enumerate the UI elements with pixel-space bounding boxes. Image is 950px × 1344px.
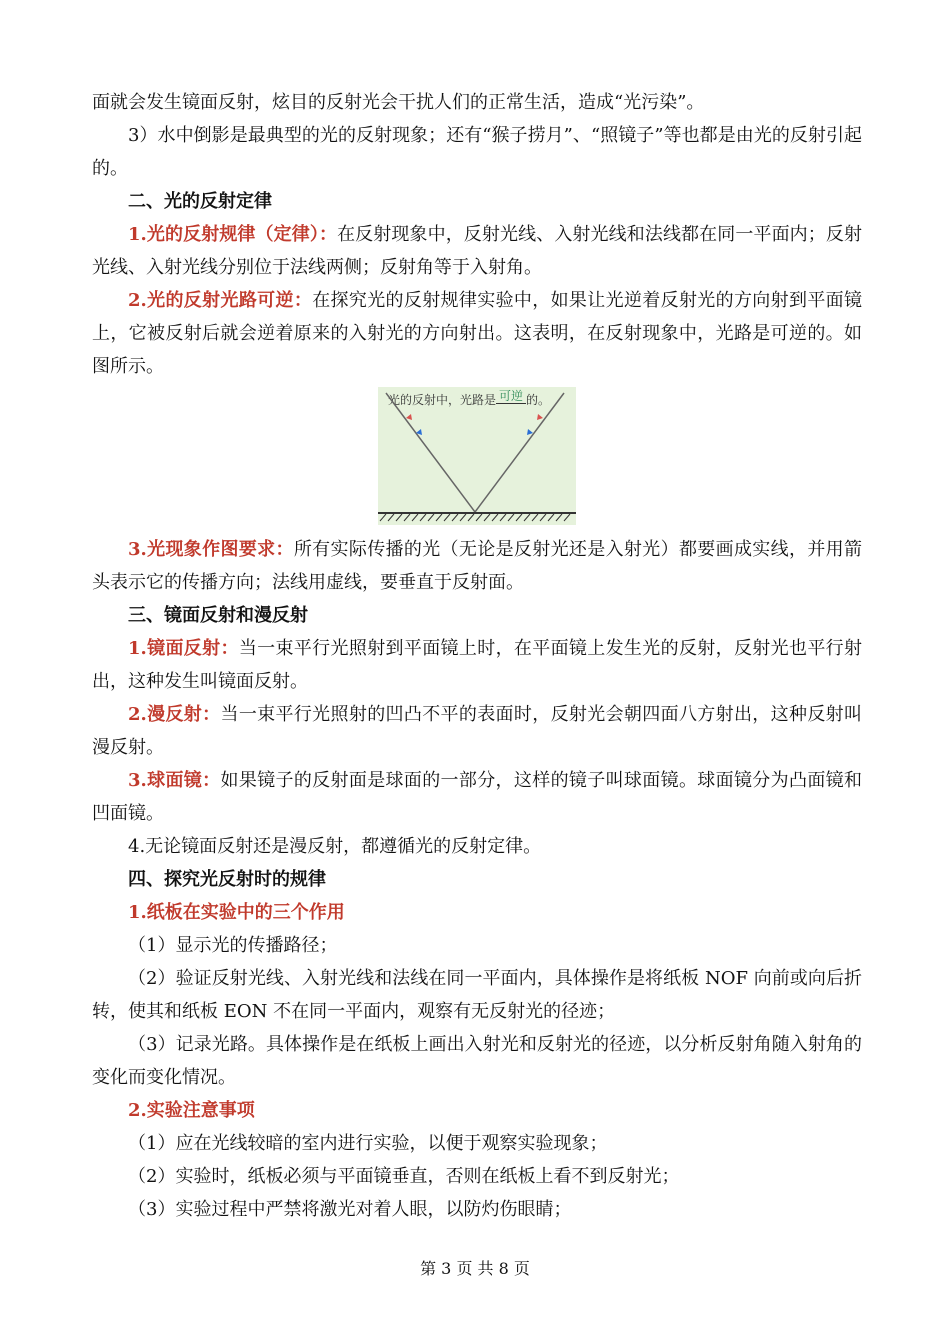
- figure-container: [92, 387, 862, 525]
- paragraph: [92, 698, 862, 764]
- paragraph: [92, 284, 862, 383]
- arrow-blue-right: [527, 429, 533, 435]
- incident-ray: [386, 393, 475, 512]
- paragraph: [92, 218, 862, 284]
- list-item: （3）记录光路。具体操作是在纸板上画出入射光和反射光的径迹，以分析反射角随入射角的变化而变化情况。: [92, 1034, 862, 1088]
- mirror-hatching: [380, 514, 570, 521]
- list-item: （2）实验时，纸板必须与平面镜垂直，否则在纸板上看不到反射光；: [128, 1166, 680, 1187]
- paragraph: [92, 533, 862, 599]
- paragraph: 面就会发生镜面反射，炫目的反射光会干扰人们的正常生活，造成“光污染”。: [92, 92, 705, 113]
- section-heading: 三、镜面反射和漫反射: [128, 605, 308, 626]
- term-text: 在探究光的反射规律实验中，如果让光逆着反射光的方向射到平面镜上，它被反射后就会逆着原来的入射光的方向射出。这表明，在反射现象中，光路是可逆的。如图所示。: [92, 290, 863, 377]
- reflection-figure: [378, 387, 576, 525]
- subsection-heading: 2.实验注意事项: [128, 1100, 255, 1121]
- paragraph: 3）水中倒影是最典型的光的反射现象；还有“猴子捞月”、“照镜子”等也都是由光的反射引起的。: [92, 125, 862, 179]
- term-text: 当一束平行光照射到平面镜上时，在平面镜上发生光的反射，反射光也平行射出，这种发生叫镜面反射。: [92, 638, 862, 692]
- subsection-heading: 1.纸板在实验中的三个作用: [128, 902, 345, 923]
- term-label: 2.漫反射：: [128, 704, 221, 725]
- paragraph: [92, 632, 862, 698]
- term-label: 1.光的反射规律（定律）：: [128, 224, 338, 245]
- paragraph: [92, 764, 862, 830]
- term-label: 2.光的反射光路可逆：: [128, 290, 313, 311]
- term-text: 如果镜子的反射面是球面的一部分，这样的镜子叫球面镜。球面镜分为凸面镜和凹面镜。: [92, 770, 862, 824]
- arrow-red-right: [537, 414, 543, 420]
- term-label: 1.镜面反射：: [128, 638, 239, 659]
- term-text: 在反射现象中，反射光线、入射光线和法线都在同一平面内；反射光线、入射光线分别位于法线两侧；反射角等于入射角。: [92, 224, 863, 278]
- list-item: （1）显示光的传播路径；: [128, 935, 338, 956]
- term-text: 当一束平行光照射的凹凸不平的表面时，反射光会朝四面八方射出，这种反射叫漫反射。: [92, 704, 862, 758]
- list-item: （2）验证反射光线、入射光线和法线在同一平面内，具体操作是将纸板 NOF 向前或向后折转，使其和纸板 EON 不在同一平面内，观察有无反射光的径迹；: [92, 968, 862, 1022]
- paragraph: 4.无论镜面反射还是漫反射，都遵循光的反射定律。: [128, 836, 542, 857]
- term-label: 3.光现象作图要求：: [128, 539, 294, 560]
- term-text: 所有实际传播的光（无论是反射光还是入射光）都要画成实线，并用箭头表示它的传播方向；法线用虚线，要垂直于反射面。: [92, 539, 862, 593]
- section-heading: 四、探究光反射时的规律: [128, 869, 326, 890]
- term-label: 3.球面镜：: [128, 770, 221, 791]
- document-body: [92, 86, 862, 1226]
- list-item: （1）应在光线较暗的室内进行实验，以便于观察实验现象；: [128, 1133, 608, 1154]
- section-heading: 二、光的反射定律: [128, 191, 272, 212]
- list-item: （3）实验过程中严禁将激光对着人眼，以防灼伤眼睛；: [128, 1199, 572, 1220]
- arrow-red-left: [406, 414, 412, 420]
- page-footer: 第 3 页 共 8 页: [420, 1259, 530, 1278]
- reflected-ray: [475, 393, 564, 512]
- figure-caption: 光的反射中，光路是 可逆 的。: [388, 389, 551, 407]
- figure-blank: 可逆: [496, 389, 526, 404]
- reflection-diagram: [378, 387, 576, 525]
